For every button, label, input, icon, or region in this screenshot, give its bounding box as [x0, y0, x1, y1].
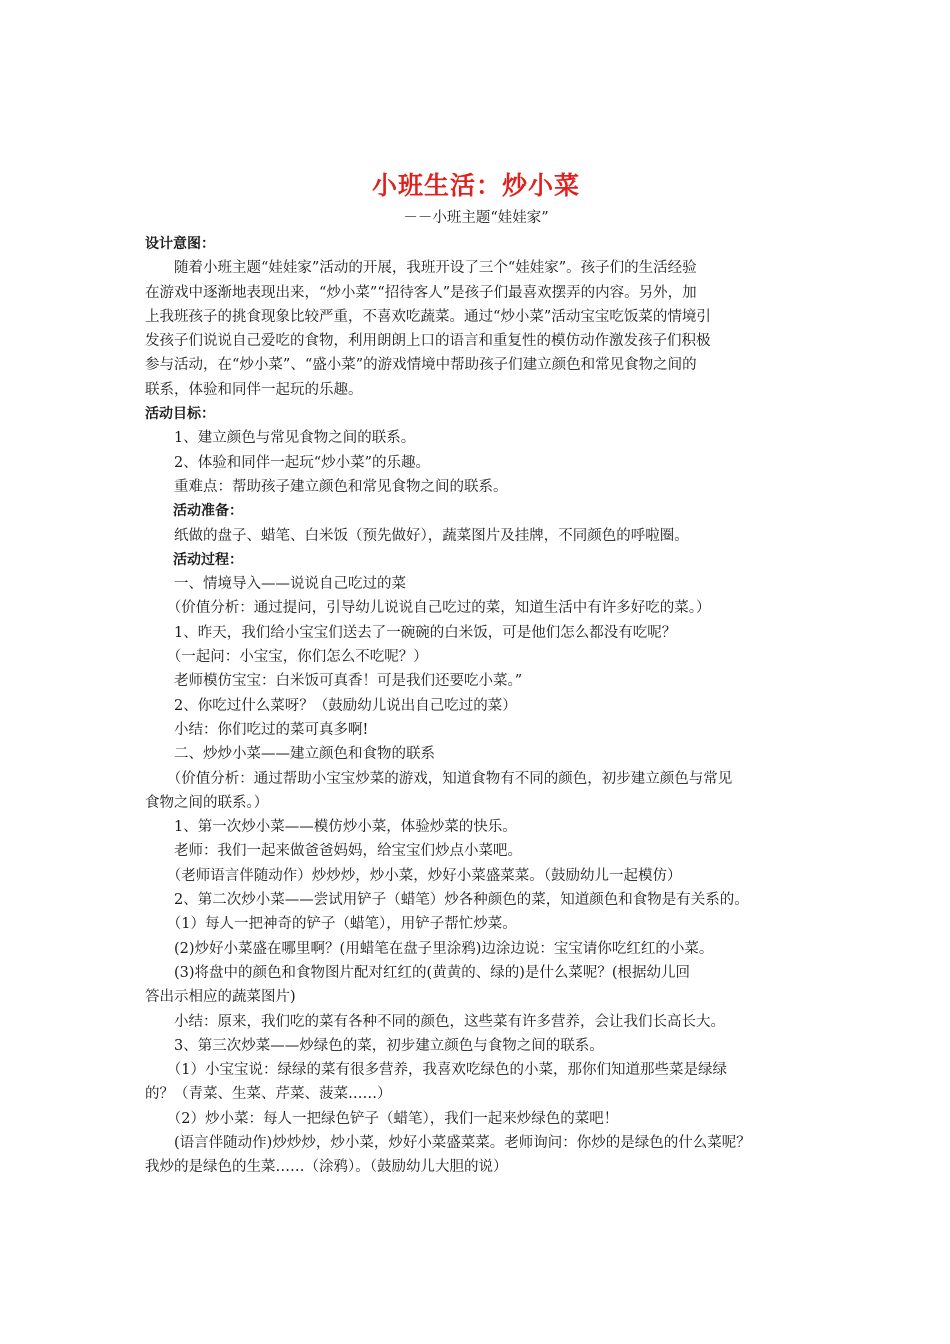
design-line: 联系，体验和同伴一起玩的乐趣。 [145, 381, 363, 398]
summary-line: 小结：原来，我们吃的菜有各种不同的颜色，这些菜有许多营养，会让我们长高长大。 [174, 1013, 725, 1030]
design-line: 上我班孩子的挑食现象比较严重，不喜欢吃蔬菜。通过“炒小菜”活动宝宝吃饭菜的情境引 [145, 308, 711, 325]
document-subtitle: －－小班主题“娃娃家” [403, 210, 549, 226]
step-line: (3)将盘中的颜色和食物图片配对红红的(黄黄的、绿的)是什么菜呢？(根据幼儿回 [174, 964, 691, 981]
value-analysis: （价值分析：通过帮助小宝宝炒菜的游戏，知道食物有不同的颜色，初步建立颜色与常见 [166, 770, 733, 787]
document-page [145, 168, 807, 1180]
step-line: 1、第一次炒小菜——模仿炒小菜，体验炒菜的快乐。 [174, 819, 517, 836]
goal-item: 1、建立颜色与常见食物之间的联系。 [174, 430, 416, 447]
third-step-line: （2）炒小菜：每人一把绿色铲子（蜡笔），我们一起来炒绿色的菜吧！ [166, 1110, 619, 1127]
step-line: (2)炒好小菜盛在哪里啊？(用蜡笔在盘子里涂鸦)边涂边说：宝宝请你吃红红的小菜。 [174, 940, 714, 957]
process-line: 2、你吃过什么菜呀？（鼓励幼儿说出自己吃过的菜） [174, 697, 517, 714]
document-title: 小班生活：炒小菜 [371, 171, 580, 200]
third-step-line: 的？（青菜、生菜、芹菜、菠菜……） [145, 1086, 392, 1103]
final-line: (语言伴随动作)炒炒炒，炒小菜，炒好小菜盛菜菜。老师询问：你炒的是绿色的什么菜呢？ [174, 1134, 751, 1151]
step-line: （1）每人一把神奇的铲子（蜡笔），用铲子帮忙炒菜。 [166, 916, 517, 933]
step-line: 老师：我们一起来做爸爸妈妈，给宝宝们炒点小菜吧。 [174, 843, 522, 860]
goal-item: 2、体验和同伴一起玩“炒小菜”的乐趣。 [174, 454, 431, 471]
design-heading: 设计意图： [145, 236, 215, 252]
key-point: 重难点：帮助孩子建立颜色和常见食物之间的联系。 [174, 478, 508, 495]
step-line: 答出示相应的蔬菜图片) [145, 989, 296, 1006]
design-line: 参与活动，在“炒小菜”、“盛小菜”的游戏情境中帮助孩子们建立颜色和常见食物之间的 [145, 357, 697, 374]
process-line: 一、情境导入——说说自己吃过的菜 [174, 576, 406, 593]
third-step-line: （1）小宝宝说：绿绿的菜有很多营养，我喜欢吃绿色的小菜，那你们知道那些菜是绿绿 [166, 1062, 727, 1079]
prep-text: 纸做的盘子、蜡笔、白米饭（预先做好），蔬菜图片及挂牌，不同颜色的呼啦圈。 [174, 527, 689, 544]
value-analysis: 食物之间的联系。） [145, 794, 269, 811]
process-heading: 活动过程： [173, 551, 243, 568]
process-line: 二、炒炒小菜——建立颜色和食物的联系 [174, 746, 435, 763]
step-line: （老师语言伴随动作）炒炒炒，炒小菜，炒好小菜盛菜菜。（鼓励幼儿一起模仿） [166, 867, 682, 884]
design-line: 发孩子们说说自己爱吃的食物，利用朗朗上口的语言和重复性的模仿动作激发孩子们积极 [145, 333, 711, 350]
process-line: （一起问：小宝宝，你们怎么不吃呢？） [166, 649, 428, 666]
step-line: 2、第二次炒小菜——尝试用铲子（蜡笔）炒各种颜色的菜，知道颜色和食物是有关系的。 [174, 892, 749, 909]
process-line: （价值分析：通过提问，引导幼儿说说自己吃过的菜，知道生活中有许多好吃的菜。） [166, 600, 711, 617]
third-time-line: 3、第三次炒菜——炒绿色的菜，初步建立颜色与食物之间的联系。 [174, 1037, 604, 1054]
final-line: 我炒的是绿色的生菜……（涂鸦）。（鼓励幼儿大胆的说） [145, 1159, 508, 1176]
prep-heading: 活动准备： [173, 503, 243, 520]
goals-heading: 活动目标： [145, 406, 215, 423]
process-line: 老师模仿宝宝：白米饭可真香！可是我们还要吃小菜。” [174, 673, 523, 690]
design-line: 随着小班主题“娃娃家”活动的开展，我班开设了三个“娃娃家”。孩子们的生活经验 [174, 260, 697, 277]
process-line: 小结：你们吃过的菜可真多啊! [174, 721, 369, 738]
design-line: 在游戏中逐渐地表现出来，“炒小菜”“招待客人”是孩子们最喜欢摆弄的内容。另外，加 [145, 284, 697, 301]
process-line: 1、昨天，我们给小宝宝们送去了一碗碗的白米饭，可是他们怎么都没有吃呢？ [174, 624, 677, 641]
